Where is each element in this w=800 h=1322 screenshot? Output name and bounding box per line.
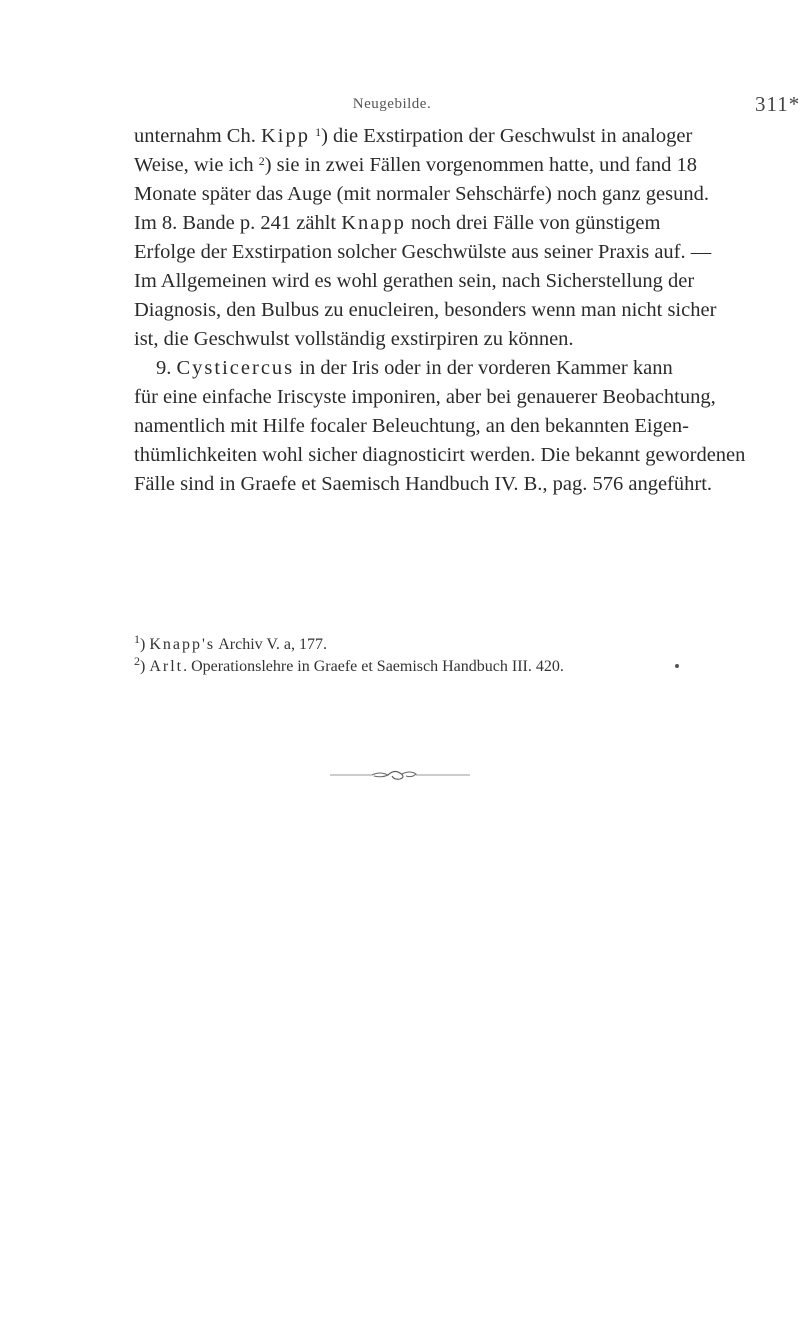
author-name: Knapp: [341, 212, 406, 234]
text-line: Weise, wie ich $^2$) sie in zwei Fällen vorgenommen hatte, und fand 18: [134, 154, 698, 176]
stray-dot: [675, 664, 679, 668]
footnote: $^1$) Knapp's Archiv V. a, 177.: [134, 632, 327, 653]
running-head: Neugebilde.: [352, 96, 432, 112]
footnote-marker: 2: [134, 654, 140, 668]
body-text: [134, 122, 800, 499]
footnote-ref: 1: [315, 125, 322, 139]
ornament-divider-icon: [330, 768, 470, 782]
text-line: ist, die Geschwulst vollständig exstirpiren zu können.: [134, 328, 574, 350]
page-number: 311*: [755, 92, 800, 116]
text-line: thümlichkeiten wohl sicher diagnosticirt werden. Die bekannt gewordenen: [134, 444, 746, 466]
section-term: Cysticercus: [176, 357, 295, 379]
text-line: Fälle sind in Graefe et Saemisch Handbuch IV. B., pag. 576 angeführt.: [134, 473, 713, 495]
footnote-author: Knapp's: [149, 636, 216, 653]
section-line: 9. Cysticercus in der Iris oder in der vorderen Kammer kann: [156, 357, 673, 379]
text-line: namentlich mit Hilfe focaler Beleuchtung, an den bekannten Eigen-: [134, 415, 690, 437]
text-line: Im 8. Bande p. 241 zählt Knapp noch drei Fälle von günstigem: [134, 212, 661, 234]
text-line: Erfolge der Exstirpation solcher Geschwülste aus seiner Praxis auf. —: [134, 241, 712, 263]
text-line: Diagnosis, den Bulbus zu enucleiren, besonders wenn man nicht sicher: [134, 299, 717, 321]
text-line: für eine einfache Iriscyste imponiren, aber bei genauerer Beobachtung,: [134, 386, 716, 408]
footnote-author: Arlt: [149, 658, 184, 675]
footnotes: [134, 634, 694, 678]
footnote-marker: 1: [134, 632, 140, 646]
text-line: Monate später das Auge (mit normaler Sehschärfe) noch ganz gesund.: [134, 183, 709, 205]
footnote: $^2$) Arlt. Operationslehre in Graefe et Saemisch Handbuch III. 420.: [134, 654, 564, 675]
text-line: unternahm Ch. Kipp $^1$) die Exstirpation der Geschwulst in analoger: [134, 125, 693, 147]
text-line: Im Allgemeinen wird es wohl gerathen sein, nach Sicherstellung der: [134, 270, 695, 292]
author-name: Kipp: [260, 125, 310, 147]
footnote-ref: 2: [258, 154, 265, 168]
